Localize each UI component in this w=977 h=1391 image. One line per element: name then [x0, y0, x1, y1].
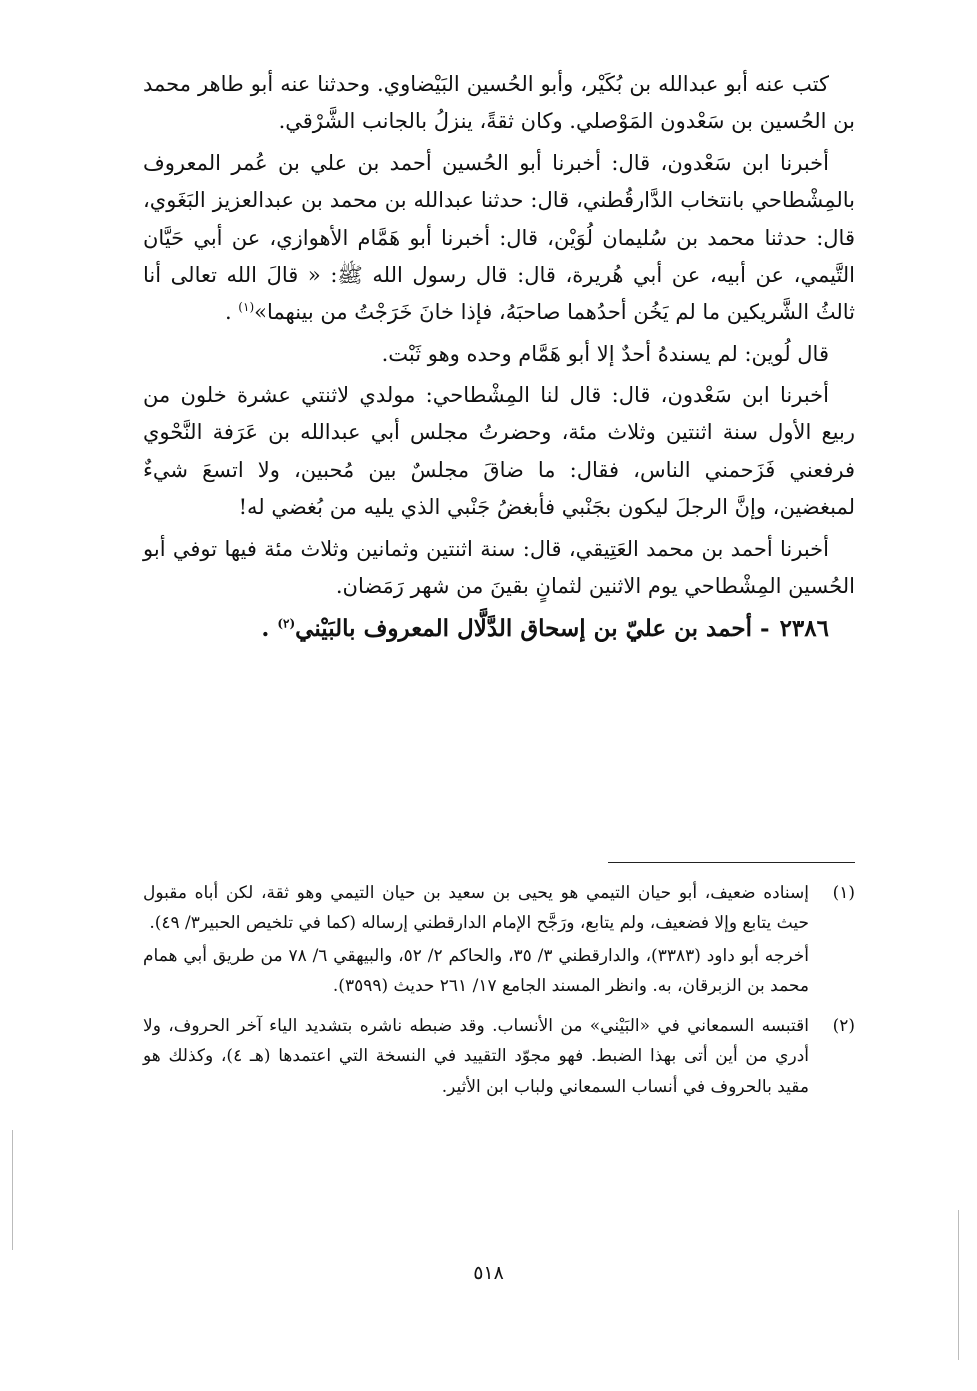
page-number: ٥١٨ [473, 1262, 504, 1284]
scan-artifact [958, 1210, 959, 1360]
paragraph-1: كتب عنه أبو عبدالله بن بُكَيْر، وأبو الحُسين البَيْضاوي. وحدثنا عنه أبو طاهر محمد بن الحُسين بن سَعْدون المَوْصلي. وكان ثقةً، ينزلُ بالجانب الشَّرْقي. [143, 72, 855, 134]
footnote-text: أخرجه أبو داود (٣٣٨٣)، والدارقطني ٣/ ٣٥، والحاكم ٢/ ٥٢، والبيهقي ٦/ ٧٨ من طريق أبي همام محمد بن الزبرقان، به. وانظر المسند الجامع ١٧/ ٢٦١ حديث (٣٥٩٩). [143, 945, 809, 996]
scan-artifact [12, 1130, 13, 1250]
paragraph-5: أخبرنا أحمد بن محمد العَتِيقي، قال: سنة اثنتين وثمانين وثلاث مئة فيها توفي أبو الحُسين المِشْطاحي يوم الاثنين لثمانٍ بقينَ من شهر رَمَضان. [143, 536, 855, 598]
entry-title: أحمد بن عليّ بن إسحاق الدَّلَّال المعروف بالبَيْني [295, 615, 753, 643]
footnote-number: (١) [832, 883, 855, 903]
entry-dash: - [760, 615, 770, 643]
footnote-separator [608, 862, 855, 863]
footnote-1 [143, 878, 855, 1001]
paragraph-4: أخبرنا ابن سَعْدون، قال: قال لنا المِشْطاحي: مولدي لاثنتي عشرة خلون من ربيع الأول سنة اثنتين وثلاث مئة، وحضرتُ مجلس أبي عبدالله بن عَرَفة النَّحْوي فرفعني فَزَحمني الناس، فقال: ما ضاقَ مجلسٌ بين مُحبين، ولا اتسعَ شيءٌ لمبغضين، وإنَّ الرجلَ ليكون بجَنْبي فأبغضُ جَنْبي الذي يليه من بُغضي له! [143, 383, 855, 520]
footnote-2 [143, 1011, 855, 1102]
main-text [143, 66, 855, 654]
footnotes [143, 878, 855, 1112]
paragraph-3: قال لُوين: لم يسندهُ أحدٌ إلا أبو هَمَّام وحده وهو ثَبْت. [381, 341, 829, 366]
entry-number: ٢٣٨٦ [779, 615, 829, 643]
paragraph-2: أخبرنا ابن سَعْدون، قال: أخبرنا أبو الحُسين أحمد بن علي بن عُمر المعروف بالمِشْطاحي بانتخاب الدَّارقُطني، قال: حدثنا عبدالله بن محمد بن عبدالعزيز البَغَوي، قال: حدثنا محمد بن سُليمان لُوَيْن، قال: أخبرنا أبو هَمَّام الأهوازي، عن أبي حَيَّان التَّيمي، عن أبيه، عن أبي هُريرة، قال: قال رسول الله ﷺ: « قالَ الله تعالى أنا ثالثُ الشَّريكين ما لم يَخُن أحدُهما صاحبَهُ، فإذا خانَ خَرَجْتُ من بينهما»$^{(١)}$ . [143, 150, 855, 325]
footnote-text: إسناده ضعيف، أبو حيان التيمي هو يحيى بن سعيد بن حيان التيمي وهو ثقة، لكن أباه مقبول حيث يتابع وإلا فضعيف، ولم يتابع، ورَجَّح الإمام الدارقطني إرساله (كما في تلخيص الحبير٣/ ٤٩). [143, 883, 809, 934]
footnote-ref-2[interactable]: (٢) [277, 616, 296, 631]
entry-heading: ٢٣٨٦- أحمد بن عليّ بن إسحاق الدَّلَّال المعروف بالبَيْني$^{(٢)}$ . [261, 615, 829, 643]
footnote-ref-1[interactable]: (١) [238, 300, 255, 315]
footnote-text: اقتبسه السمعاني في «البَيْني» من الأنساب. وقد ضبطه ناشره بتشديد الياء آخر الحروف، ولا أدري من أين أتى بهذا الضبط. فهو مجوّد التقييد في النسخة التي اعتمدها (هـ ٤)، وكذلك هو مقيد بالحروف في أنساب السمعاني ولباب ابن الأثير. [143, 1016, 809, 1097]
footnote-number: (٢) [832, 1016, 855, 1036]
